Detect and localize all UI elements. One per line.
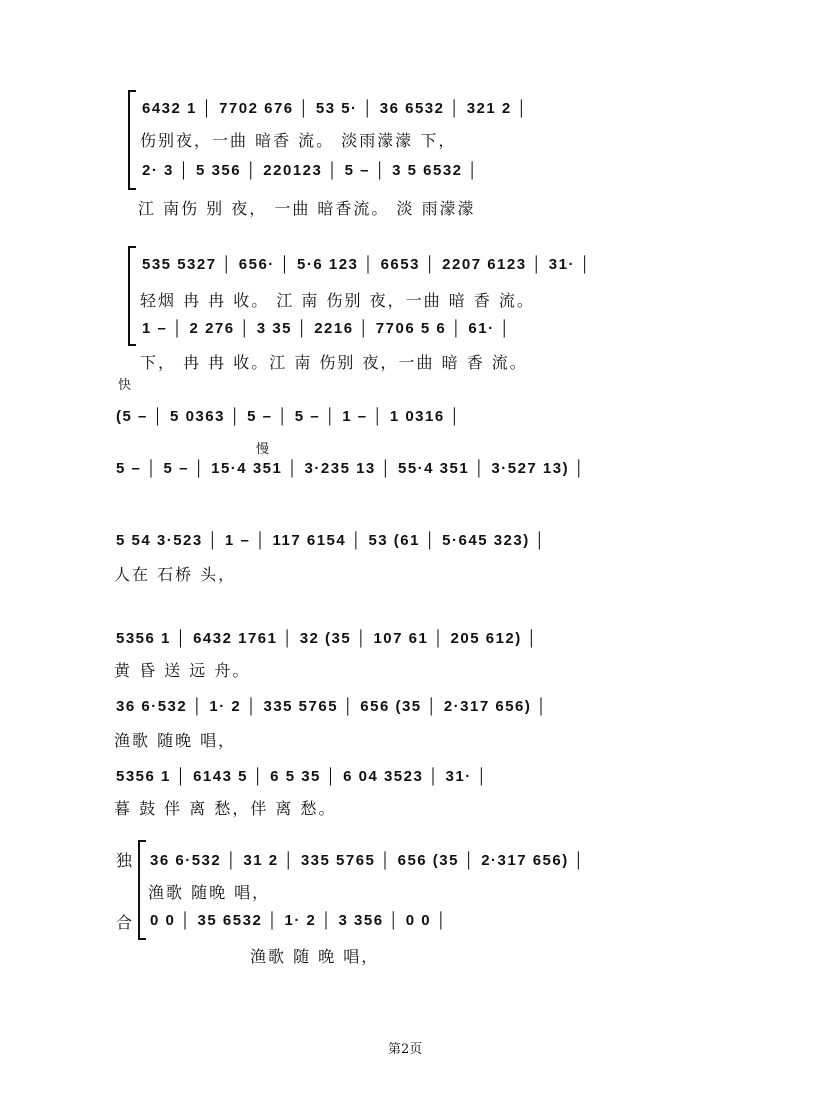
lyric-line: 黄 昏 送 远 舟。 [114, 661, 251, 680]
lyric-line: 下， 冉 冉 收。江 南 伤别 夜，一曲 暗 香 流。 [140, 353, 528, 372]
lyric-line: 伤别夜，一曲 暗香 流。 淡雨濛濛 下， [140, 131, 457, 150]
tempo-mark-fast: 快 [118, 378, 132, 393]
notation-line: 6432 1 │ 7702 676 │ 53 5· │ 36 6532 │ 321 2 │ [142, 100, 529, 117]
notation-line: 5 54 3·523 │ 1 – │ 117 6154 │ 53 (61 │ 5·645 323) │ [116, 532, 547, 549]
page-number: 第2页 [388, 1042, 423, 1057]
notation-line: 36 6·532 │ 31 2 │ 335 5765 │ 656 (35 │ 2·317 656) │ [150, 852, 586, 869]
notation-line: 5356 1 │ 6143 5 │ 6 5 35 │ 6 04 3523 │ 31· │ [116, 768, 489, 785]
lyric-line: 江 南伤 别 夜， 一曲 暗香流。 淡 雨濛濛 [138, 199, 476, 218]
notation-line: 535 5327 │ 656· │ 5·6 123 │ 6653 │ 2207 6123 │ 31· │ [142, 256, 592, 273]
tempo-mark-slow: 慢 [256, 442, 270, 457]
notation-line: 0 0 │ 35 6532 │ 1· 2 │ 3 356 │ 0 0 │ [150, 912, 448, 929]
notation-line: 2· 3 │ 5 356 │ 220123 │ 5 – │ 3 5 6532 │ [142, 162, 480, 179]
notation-line: (5 – │ 5 0363 │ 5 – │ 5 – │ 1 – │ 1 0316 │ [116, 408, 462, 425]
notation-line: 1 – │ 2 276 │ 3 35 │ 2216 │ 7706 5 6 │ 61· │ [142, 320, 512, 337]
system-bracket-2 [128, 246, 136, 346]
lyric-line: 暮 鼓 伴 离 愁，伴 离 愁。 [114, 799, 337, 818]
notation-line: 5 – │ 5 – │ 15·4 351 │ 3·235 13 │ 55·4 351 │ 3·527 13) │ [116, 460, 586, 477]
lyric-line: 人在 石桥 头， [114, 565, 237, 584]
part-label-chorus: 合 [116, 913, 135, 932]
lyric-line: 渔歌 随晚 唱， [148, 883, 271, 902]
notation-line: 5356 1 │ 6432 1761 │ 32 (35 │ 107 61 │ 205 612) │ [116, 630, 539, 647]
lyric-line: 渔歌 随 晚 唱， [250, 947, 380, 966]
system-bracket-1 [128, 90, 136, 190]
lyric-line: 渔歌 随晚 唱， [114, 731, 237, 750]
notation-line: 36 6·532 │ 1· 2 │ 335 5765 │ 656 (35 │ 2·317 656) │ [116, 698, 548, 715]
part-label-solo: 独 [116, 851, 135, 870]
lyric-line: 轻烟 冉 冉 收。 江 南 伤别 夜，一曲 暗 香 流。 [140, 291, 535, 310]
system-bracket-6 [138, 840, 146, 940]
